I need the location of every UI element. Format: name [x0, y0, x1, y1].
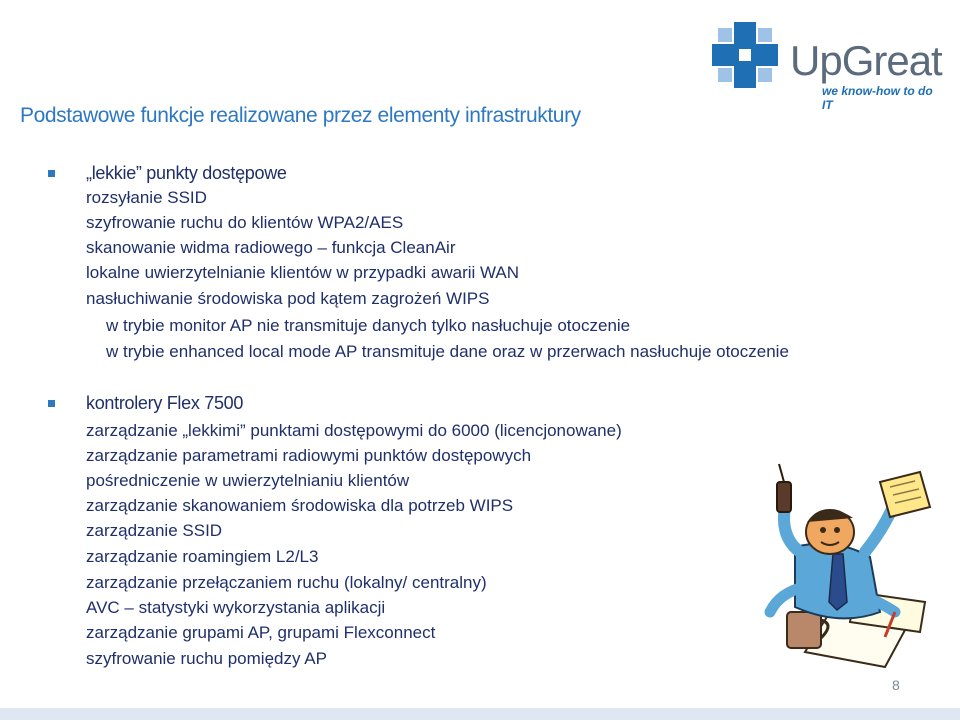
- list-item: AVC – statystyki wykorzystania aplikacji: [86, 598, 386, 617]
- list-item: zarządzanie SSID: [86, 521, 223, 540]
- slide-title: Podstawowe funkcje realizowane przez elementy infrastruktury: [20, 104, 581, 127]
- list-item: zarządzanie parametrami radiowymi punktów dostępowych: [86, 446, 532, 465]
- sub-list-item: w trybie monitor AP nie transmituje danych tylko nasłuchuje otoczenie: [106, 316, 631, 335]
- logo-name: UpGreat: [790, 37, 942, 84]
- cross-logo-icon: [712, 22, 778, 88]
- list-item: zarządzanie przełączaniem ruchu (lokalny/ centralny): [86, 573, 487, 592]
- list-item: skanowanie widma radiowego – funkcja CleanAir: [86, 238, 456, 257]
- list-item: zarządzanie grupami AP, grupami Flexconnect: [86, 623, 436, 642]
- section-bullet: [48, 400, 55, 407]
- section-heading-controllers: kontrolery Flex 7500: [86, 393, 244, 413]
- footer-band: [0, 708, 960, 720]
- list-item: szyfrowanie ruchu pomiędzy AP: [86, 649, 327, 668]
- busy-worker-illustration: [735, 462, 945, 672]
- section-heading-access-points: „lekkie” punkty dostępowe: [86, 163, 287, 183]
- page-number: 8: [892, 677, 900, 693]
- list-item: pośredniczenie w uwierzytelnianiu klientów: [86, 471, 410, 490]
- list-item: lokalne uwierzytelnianie klientów w przypadki awarii WAN: [86, 263, 520, 282]
- list-item: nasłuchiwanie środowiska pod kątem zagrożeń WIPS: [86, 289, 490, 308]
- logo-tagline: we know-how to do IT: [822, 84, 933, 112]
- list-item: rozsyłanie SSID: [86, 188, 207, 207]
- section-bullet: [48, 170, 55, 177]
- list-item: zarządzanie roamingiem L2/L3: [86, 547, 319, 566]
- list-item: zarządzanie skanowaniem środowiska dla potrzeb WIPS: [86, 496, 514, 515]
- list-item: zarządzanie „lekkimi” punktami dostępowymi do 6000 (licencjonowane): [86, 421, 622, 440]
- company-logo: [712, 22, 944, 112]
- list-item: szyfrowanie ruchu do klientów WPA2/AES: [86, 213, 404, 232]
- sub-list-item: w trybie enhanced local mode AP transmituje dane oraz w przerwach nasłuchuje otoczenie: [106, 342, 789, 361]
